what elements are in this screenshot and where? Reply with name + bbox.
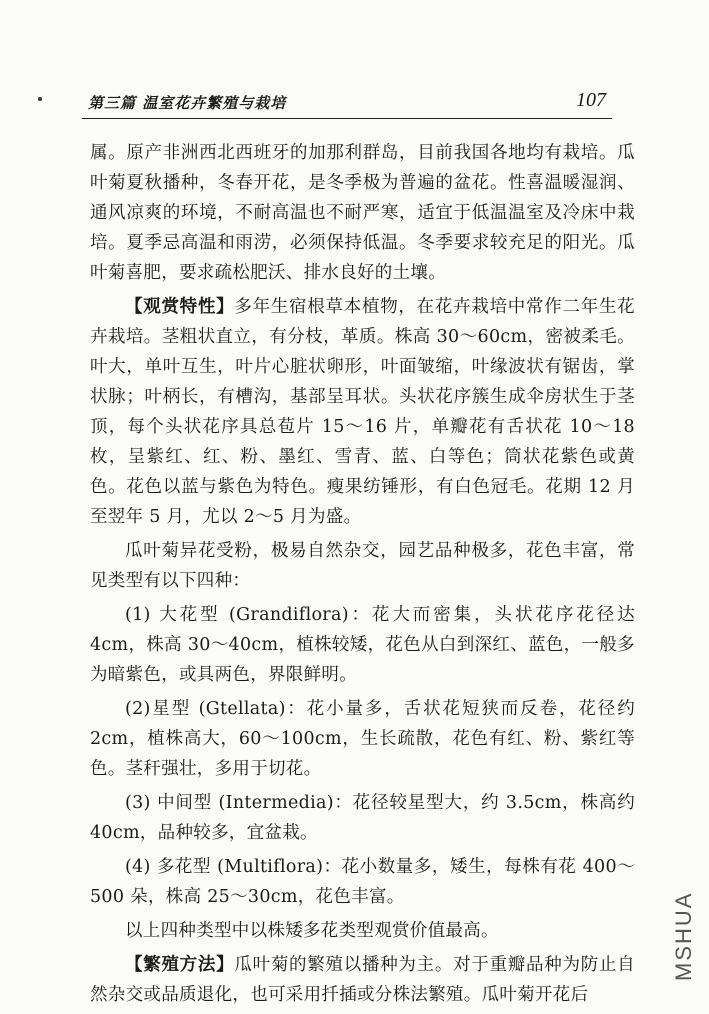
page-body [90, 138, 635, 1014]
paragraph-type-1: (1) 大花型 (Grandiflora)：花大而密集，头状花序花径达 4cm，株高 30～40cm，植株较矮，花色从白到深红、蓝色，一般多为暗紫色，或具两色，界限鲜明。 [90, 605, 635, 685]
section-tag: 【观赏特性】 [125, 297, 235, 317]
chapter-title: 第三篇 温室花卉繁殖与栽培 [88, 94, 287, 112]
paragraph-ornamental-traits: 【观赏特性】多年生宿根草本植物，在花卉栽培中常作二年生花卉栽培。茎粗状直立，有分枝，革质。株高 30～60cm，密被柔毛。叶大，单叶互生，叶片心脏状卵形，叶面皱缩，叶缘波状有锯齿，掌状脉；叶柄长，有槽沟，基部呈耳状。头状花序簇生成伞房状生于茎顶，每个头状花序具总苞片 15～16 片，单瓣花有舌状花 10～18 枚，呈紫红、红、粉、墨红、雪青、蓝、白等色；筒状花紫色或黄色。花色以蓝与紫色为特色。瘦果纺锤形，有白色冠毛。花期 12 月至翌年 5 月，尤以 2～5 月为盛。 [90, 297, 635, 527]
margin-dot [38, 97, 42, 101]
paragraph-propagation: 【繁殖方法】瓜叶菊的繁殖以播种为主。对于重瓣品种为防止自然杂交或品质退化，也可采用扦插或分株法繁殖。瓜叶菊开花后 [90, 955, 635, 1005]
page-number: 107 [576, 89, 606, 111]
paragraph-type-2: (2)星型 (Gtellata)：花小量多，舌状花短狭而反卷，花径约 2cm，植株高大，60～100cm，生长疏散，花色有红、粉、紫红等色。茎秆强壮，多用于切花。 [90, 699, 635, 779]
watermark: MSHUA [671, 891, 696, 981]
page-header [82, 88, 612, 119]
paragraph-3: 瓜叶菊异花受粉，极易自然杂交，园艺品种极多，花色丰富，常见类型有以下四种： [90, 541, 635, 591]
section-tag: 【繁殖方法】 [125, 955, 235, 975]
paragraph-type-4: (4) 多花型 (Multiflora)：花小数量多，矮生，每株有花 400～500 朵，株高 25～30cm，花色丰富。 [90, 857, 635, 907]
paragraph-summary: 以上四种类型中以株矮多花类型观赏价值最高。 [125, 921, 499, 941]
paragraph-1: 属。原产非洲西北西班牙的加那利群岛，目前我国各地均有栽培。瓜叶菊夏秋播种，冬春开花，是冬季极为普遍的盆花。性喜温暖湿润、通风凉爽的环境，不耐高温也不耐严寒，适宜于低温温室及冷床中栽培。夏季忌高温和雨涝，必须保持低温。冬季要求较充足的阳光。瓜叶菊喜肥，要求疏松肥沃、排水良好的土壤。 [90, 143, 635, 283]
paragraph-type-3: (3) 中间型 (Intermedia)：花径较星型大，约 3.5cm，株高约 40cm，品种较多，宜盆栽。 [90, 793, 635, 843]
